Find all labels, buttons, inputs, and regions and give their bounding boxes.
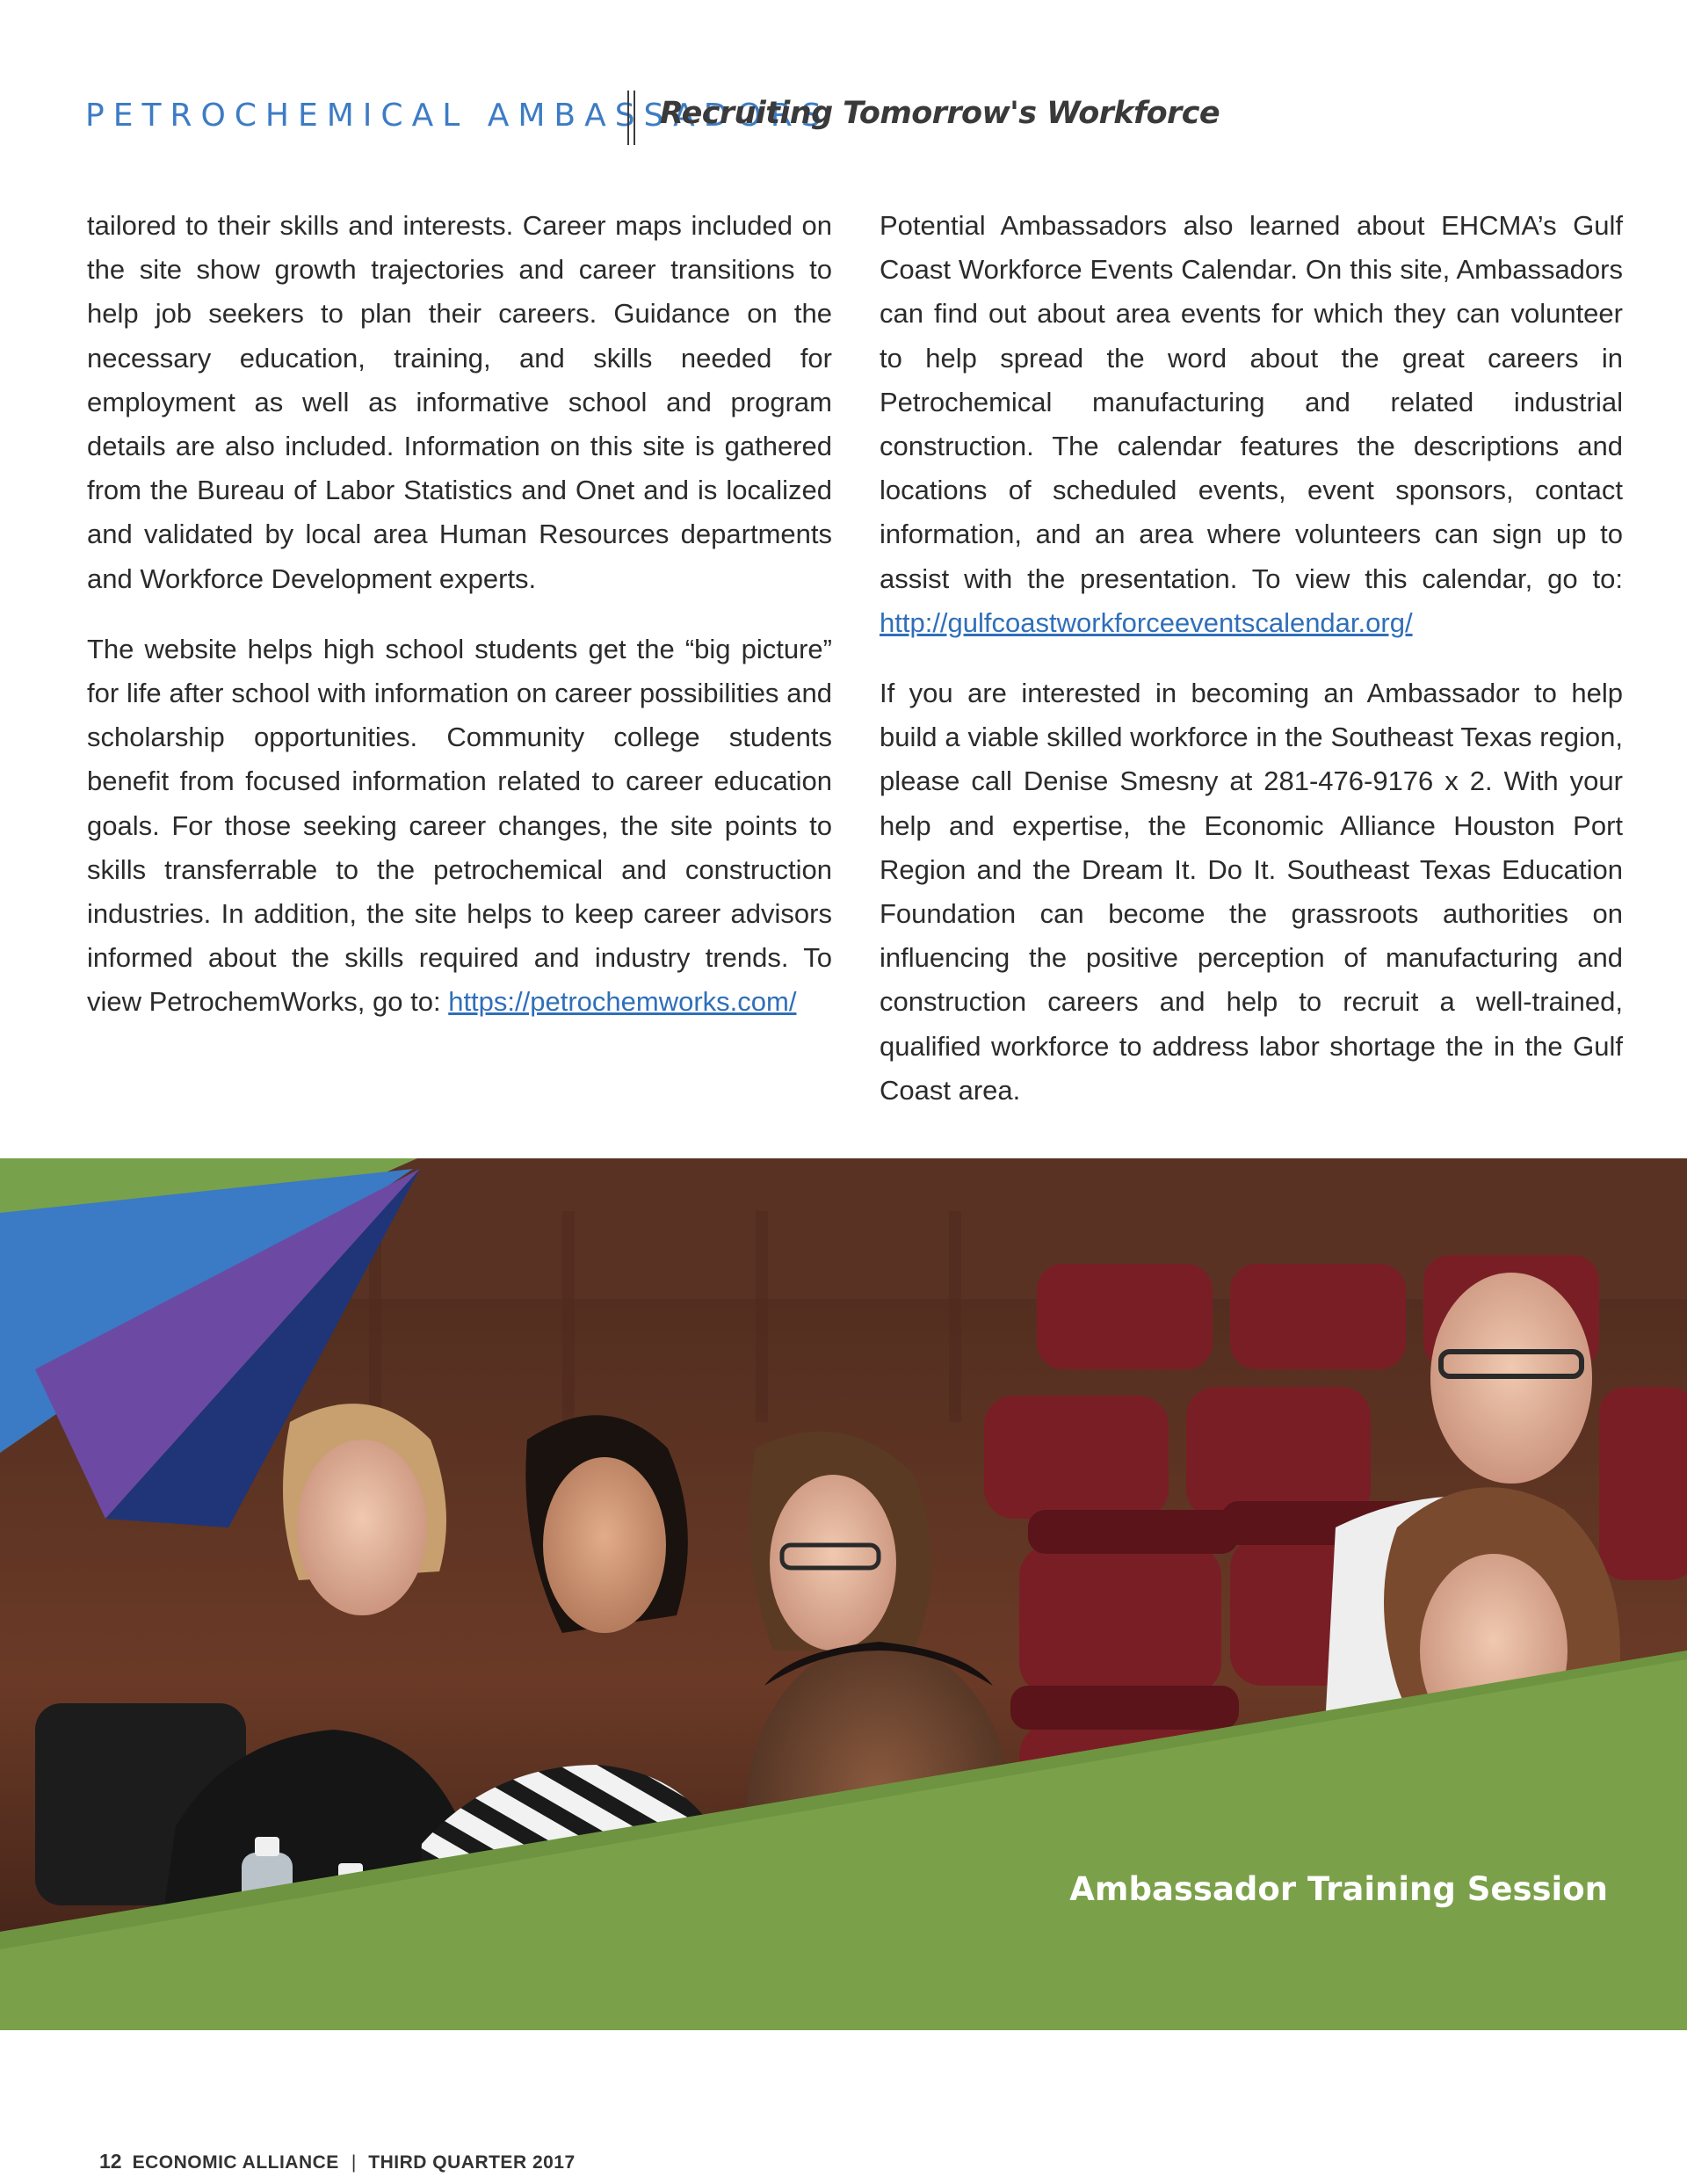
paragraph-text: Potential Ambassadors also learned about EHCMA’s Gulf Coast Workforce Events Calendar. On this site, Ambassadors can find out about area events for which they can volunteer to help spread the word about the great careers in Petrochemical manufacturing and related industrial construction. The calendar features the descriptions and locations of scheduled events, event sponsors, contact information, and an area where volunteers can sign up to assist with the presentation. To view this calendar, go to: — [880, 210, 1623, 594]
paragraph: If you are interested in becoming an Ambassador to help build a viable skilled workforce in the Southeast Texas region, please call Denise Smesny at 281-476-9176 x 2. With your help and expertise, the Economic Alliance Houston Port Region and the Dream It. Do It. Southeast Texas Education Foundation can become the grassroots authorities on influencing the positive perception of manufacturing and construction careers and help to recruit a well-trained, qualified workforce to address labor shortage the in the Gulf Coast area. — [880, 678, 1623, 1106]
paragraph — [87, 628, 832, 1025]
page-header — [85, 91, 1632, 143]
events-calendar-link[interactable]: http://gulfcoastworkforceeventscalendar.org/ — [880, 606, 1413, 638]
footer-separator: | — [351, 2152, 357, 2173]
section-tagline: Recruiting Tomorrow's Workforce — [660, 96, 1220, 131]
header-divider — [627, 91, 635, 145]
publication-name: ECONOMIC ALLIANCE — [132, 2152, 339, 2173]
paragraph — [880, 204, 1623, 645]
page-footer — [99, 2150, 576, 2173]
issue-label: THIRD QUARTER 2017 — [368, 2152, 576, 2173]
page-number: 12 — [99, 2150, 122, 2173]
right-column — [880, 204, 1623, 1139]
paragraph-text: The website helps high school students get the “big picture” for life after school with information on career possibilities and scholarship opportunities. Community college students benefit from focused information related to career education goals. For those seeking career changes, the site points to skills transferrable to the petrochemical and construction industries. In addition, the site helps to keep career advisors informed about the skills required and industry trends. To view PetrochemWorks, go to: — [87, 633, 832, 1018]
paragraph: tailored to their skills and interests. Career maps included on the site show growth trajectories and career transitions to help job seekers to plan their careers. Guidance on the necessary education, training, and skills needed for employment as well as informative school and program details are also included. Information on this site is gathered from the Bureau of Labor Statistics and Onet and is localized and validated by local area Human Resources departments and Workforce Development experts. — [87, 210, 832, 594]
petrochemworks-link[interactable]: https://petrochemworks.com/ — [448, 986, 797, 1018]
photo-caption: Ambassador Training Session — [1069, 1870, 1608, 1908]
section-brand: PETROCHEMICAL AMBASSADORS — [85, 98, 830, 134]
left-column — [87, 204, 832, 1051]
